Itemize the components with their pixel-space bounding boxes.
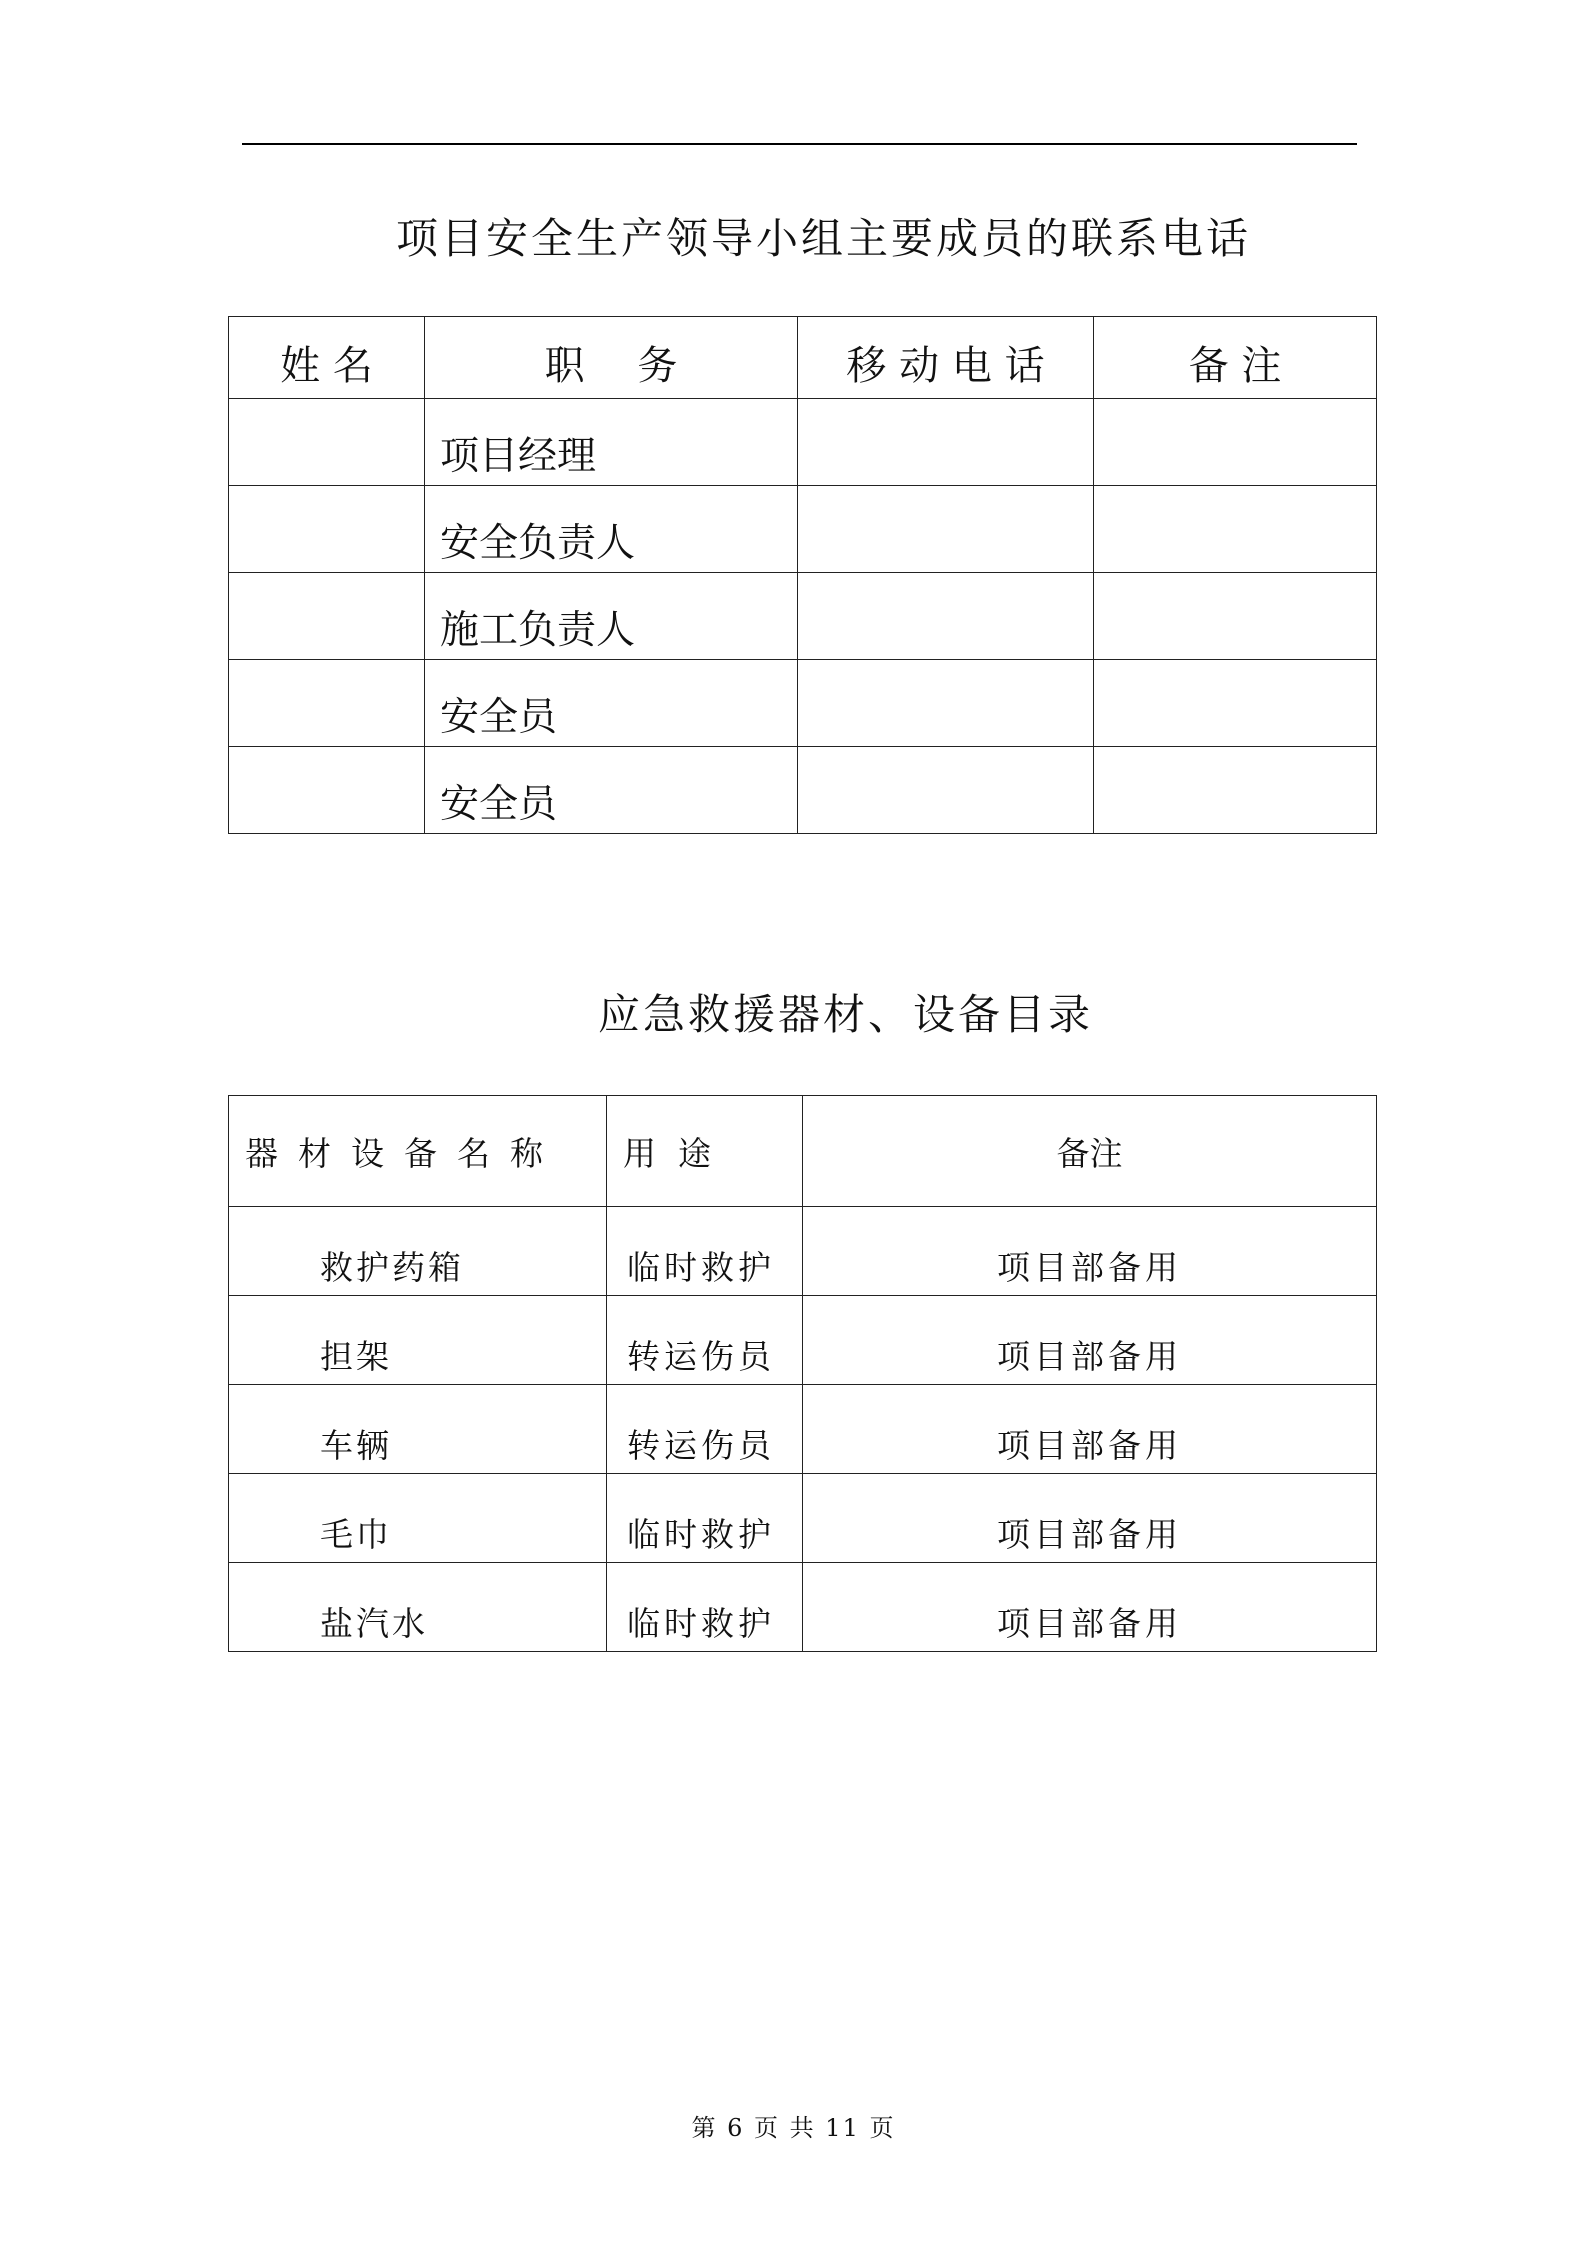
note-cell <box>1094 573 1377 660</box>
duty-cell: 项目经理 <box>425 399 798 486</box>
table-row <box>229 1385 1377 1474</box>
table-row <box>229 1563 1377 1652</box>
note-cell: 项目部备用 <box>803 1474 1377 1563</box>
contacts-table-title: 项目安全生产领导小组主要成员的联系电话 <box>395 214 1251 263</box>
note-cell: 项目部备用 <box>803 1296 1377 1385</box>
header-duty: 职 务 <box>425 317 798 399</box>
name-cell <box>229 747 425 834</box>
use-cell: 临时救护 <box>607 1474 803 1563</box>
equipment-name-cell: 救护药箱 <box>229 1207 607 1296</box>
header-equipment-name: 器材设备名称 <box>229 1096 607 1207</box>
table-row <box>229 1207 1377 1296</box>
duty-cell: 安全员 <box>425 747 798 834</box>
use-cell: 转运伤员 <box>607 1296 803 1385</box>
page-number: 第 6 页 共 11 页 <box>691 2114 896 2142</box>
header-use: 用途 <box>607 1096 803 1207</box>
header-phone: 移 动 电 话 <box>798 317 1094 399</box>
header-rule <box>242 143 1357 145</box>
note-cell <box>1094 399 1377 486</box>
note-cell: 项目部备用 <box>803 1563 1377 1652</box>
phone-cell <box>798 660 1094 747</box>
note-cell <box>1094 660 1377 747</box>
phone-cell <box>798 399 1094 486</box>
contacts-table <box>228 316 1377 834</box>
equipment-name-cell: 毛巾 <box>229 1474 607 1563</box>
equipment-name-cell: 担架 <box>229 1296 607 1385</box>
table-row <box>229 1296 1377 1385</box>
equipment-header-row <box>229 1096 1377 1207</box>
duty-cell: 安全负责人 <box>425 486 798 573</box>
phone-cell <box>798 747 1094 834</box>
equipment-table-title: 应急救援器材、设备目录 <box>597 990 1093 1039</box>
contacts-header-row <box>229 317 1377 399</box>
table-row <box>229 1474 1377 1563</box>
note-cell: 项目部备用 <box>803 1385 1377 1474</box>
duty-cell: 施工负责人 <box>425 573 798 660</box>
phone-cell <box>798 573 1094 660</box>
equipment-name-cell: 盐汽水 <box>229 1563 607 1652</box>
header-name: 姓 名 <box>229 317 425 399</box>
equipment-name-cell: 车辆 <box>229 1385 607 1474</box>
header-note: 备注 <box>803 1096 1377 1207</box>
note-cell <box>1094 486 1377 573</box>
name-cell <box>229 573 425 660</box>
name-cell <box>229 399 425 486</box>
phone-cell <box>798 486 1094 573</box>
use-cell: 转运伤员 <box>607 1385 803 1474</box>
name-cell <box>229 486 425 573</box>
table-row <box>229 573 1377 660</box>
use-cell: 临时救护 <box>607 1207 803 1296</box>
note-cell: 项目部备用 <box>803 1207 1377 1296</box>
duty-cell: 安全员 <box>425 660 798 747</box>
table-row <box>229 660 1377 747</box>
table-row <box>229 399 1377 486</box>
note-cell <box>1094 747 1377 834</box>
table-row <box>229 486 1377 573</box>
table-row <box>229 747 1377 834</box>
equipment-table <box>228 1095 1377 1652</box>
header-note: 备 注 <box>1094 317 1377 399</box>
name-cell <box>229 660 425 747</box>
use-cell: 临时救护 <box>607 1563 803 1652</box>
